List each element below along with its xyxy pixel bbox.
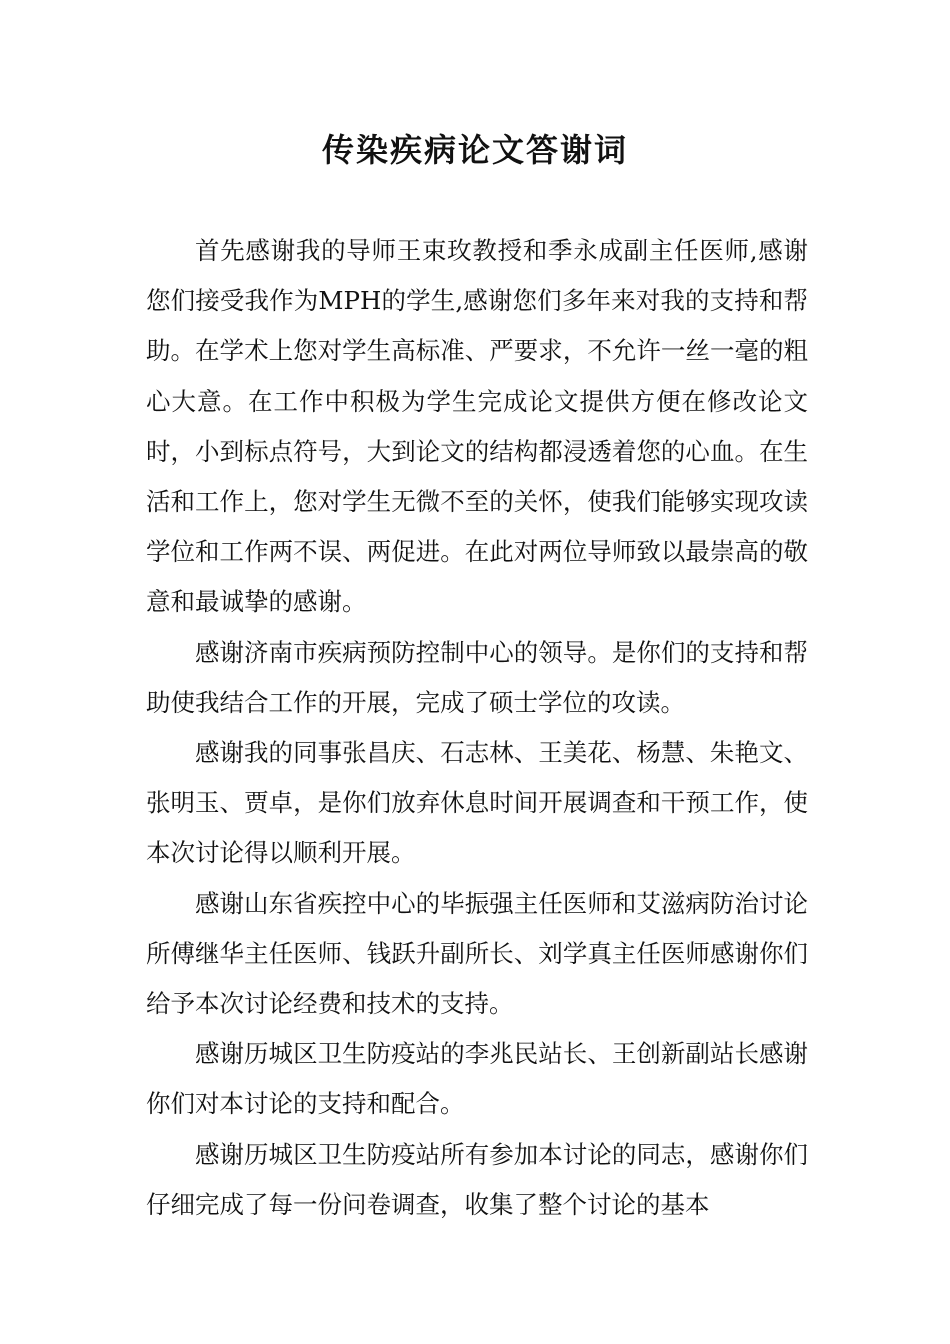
paragraph-station-leaders: 感谢历城区卫生防疫站的李兆民站长、王创新副站长感谢你们对本讨论的支持和配合。 xyxy=(146,1039,808,1119)
document-title: 传染疾病论文答谢词 xyxy=(321,131,628,169)
paragraph-station-staff: 感谢历城区卫生防疫站所有参加本讨论的同志，感谢你们仔细完成了每一份问卷调查，收集了整个讨论的基本 xyxy=(146,1139,808,1219)
paragraph-advisors: 首先感谢我的导师王束玫教授和季永成副主任医师,感谢您们接受我作为MPH的学生,感谢您们多年来对我的支持和帮助。在学术上您对学生高标准、严要求，不允许一丝一毫的粗心大意。在工作中积极为学生完成论文提供方便在修改论文时，小到标点符号，大到论文的结构都浸透着您的心血。在生活和工作上，您对学生无微不至的关怀，使我们能够实现攻读学位和工作两不误、两促进。在此对两位导师致以最崇高的敬意和最诚挚的感谢。 xyxy=(146,236,808,617)
paragraph-colleagues: 感谢我的同事张昌庆、石志林、王美花、杨慧、朱艳文、张明玉、贾卓，是你们放弃休息时间开展调查和干预工作，使本次讨论得以顺利开展。 xyxy=(146,738,808,868)
paragraph-provincial-cdc: 感谢山东省疾控中心的毕振强主任医师和艾滋病防治讨论所傅继华主任医师、钱跃升副所长、刘学真主任医师感谢你们给予本次讨论经费和技术的支持。 xyxy=(146,888,808,1019)
document-body xyxy=(146,226,808,1230)
paragraph-cdc-leaders: 感谢济南市疾病预防控制中心的领导。是你们的支持和帮助使我结合工作的开展，完成了硕士学位的攻读。 xyxy=(146,637,808,717)
